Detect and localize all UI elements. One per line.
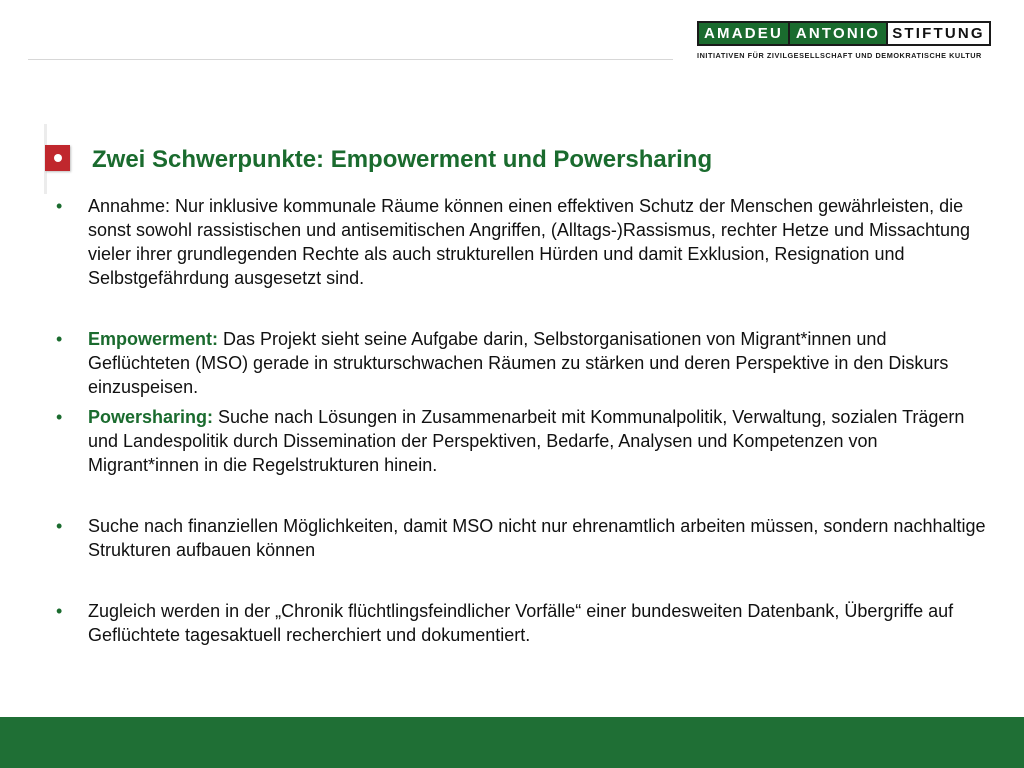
bullet-dot-icon: • (56, 601, 63, 621)
bullet-item-powersharing (56, 405, 986, 477)
logo-tagline: INITIATIVEN FÜR ZIVILGESELLSCHAFT UND DEMOKRATISCHE KULTUR (697, 51, 982, 60)
title-marker-dot (54, 154, 62, 162)
logo-segment-stiftung: STIFTUNG (888, 23, 989, 44)
bullet-dot-icon: • (56, 516, 63, 536)
bullet-lead-powersharing: Powersharing: (88, 407, 214, 427)
bullet-text: Das Projekt sieht seine Aufgabe darin, Selbstorganisationen von Migrant*innen und Geflüchteten (MSO) gerade in strukturschwachen Räumen zu stärken und deren Perspektive in den Diskurs einzuspeisen. (88, 329, 949, 397)
bullet-item-assumption (56, 194, 986, 290)
bullet-text: Annahme: Nur inklusive kommunale Räume können einen effektiven Schutz der Menschen gewährleisten, die sonst sowohl rassistischen und antisemitischen Angriffen, (Alltags-)Rassismus, rechter Hetze und Missachtung vieler ihrer grundlegenden Rechte als auch strukturellen Hürden und damit Exklusion, Resignation und Selbstgefährdung ausgesetzt sind. (88, 196, 971, 288)
bullet-text: Suche nach Lösungen in Zusammenarbeit mit Kommunalpolitik, Verwaltung, sozialen Trägern und Landespolitik durch Dissemination der Perspektiven, Bedarfe, Analysen und Kompetenzen von Migrant*innen in die Regelstrukturen hinein. (88, 407, 965, 475)
bullet-text: Suche nach finanziellen Möglichkeiten, damit MSO nicht nur ehrenamtlich arbeiten müssen, sondern nachhaltige Strukturen aufbauen können (88, 516, 986, 560)
bullet-lead-empowerment: Empowerment: (88, 329, 219, 349)
bullet-dot-icon: • (56, 329, 63, 349)
title-marker-icon (45, 145, 70, 171)
footer-band (0, 717, 1024, 768)
bullet-list (56, 194, 986, 647)
logo-segment-amadeu: AMADEU (699, 23, 790, 44)
bullet-item-chronicle (56, 599, 986, 647)
header-divider (28, 59, 673, 60)
bullet-dot-icon: • (56, 196, 63, 216)
logo-wordmark (697, 21, 991, 46)
bullet-item-empowerment (56, 327, 986, 399)
logo-segment-antonio: ANTONIO (790, 23, 888, 44)
bullet-text: Zugleich werden in der „Chronik flüchtlingsfeindlicher Vorfälle“ einer bundesweiten Datenbank, Übergriffe auf Geflüchtete tagesaktuell recherchiert und dokumentiert. (88, 601, 954, 645)
bullet-item-funding (56, 514, 986, 562)
slide-title: Zwei Schwerpunkte: Empowerment und Powersharing (92, 146, 713, 173)
bullet-dot-icon: • (56, 407, 63, 427)
amadeu-antonio-stiftung-logo (697, 21, 991, 60)
